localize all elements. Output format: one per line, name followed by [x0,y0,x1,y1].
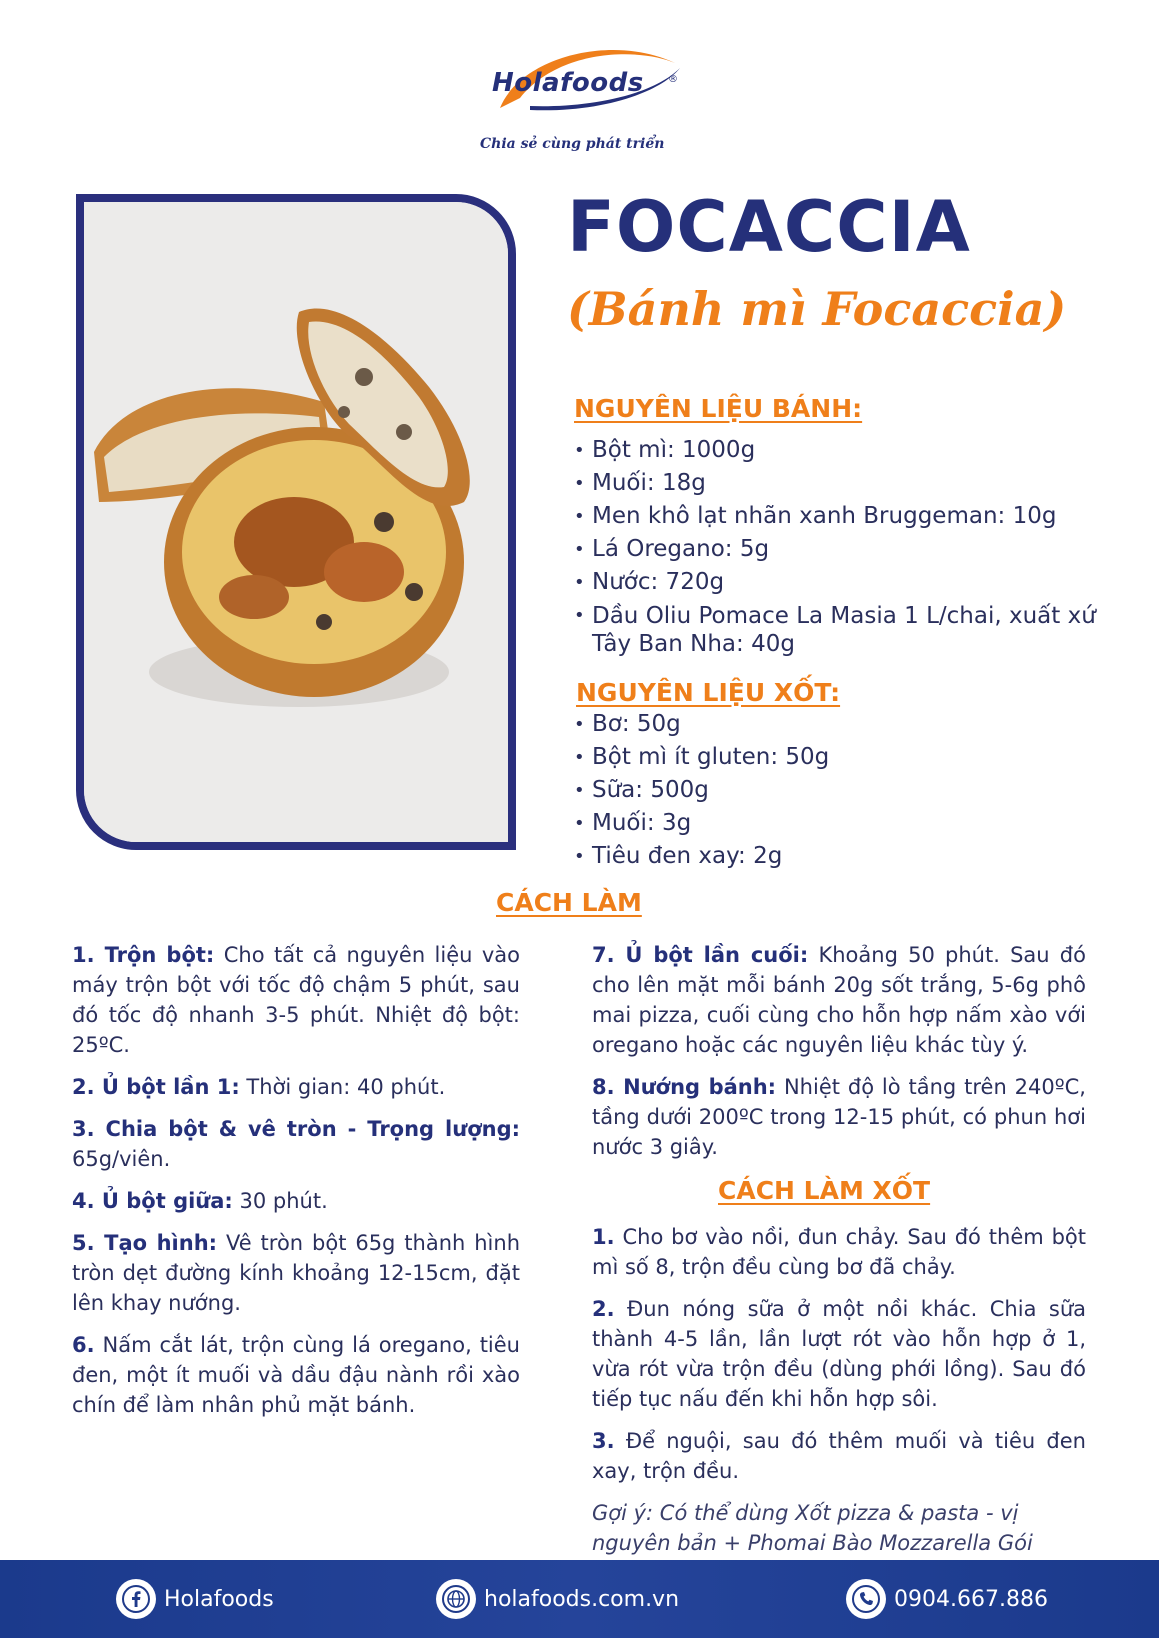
method-step: 5. Tạo hình: Vê tròn bột 65g thành hình tròn dẹt đường kính khoảng 12-15cm, đặt lên khay nướng. [72,1231,520,1315]
method-step: 4. Ủ bột giữa: 30 phút. [72,1189,328,1213]
sauce-step: 2. Đun nóng sữa ở một nồi khác. Chia sữa thành 4-5 lần, lần lượt rót vào hỗn hợp ở 1, vừa rót vừa trộn đều (dùng phới lồng). Sau đó tiếp tục nấu đến khi hỗn hợp sôi. [592,1297,1086,1411]
globe-icon [436,1579,476,1619]
list-item: • Muối: 3g [574,807,1074,840]
method-step: 2. Ủ bột lần 1: Thời gian: 40 phút. [72,1075,446,1099]
page-title: FOCACCIA [567,186,971,268]
brand-tagline: Chia sẻ cùng phát triển [480,136,665,152]
footer-bar [0,1560,1159,1638]
sauce-method-column [592,1222,1086,1600]
method-step: 7. Ủ bột lần cuối: Khoảng 50 phút. Sau đó cho lên mặt mỗi bánh 20g sốt trắng, 5-6g phô mai pizza, cuối cùng cho hỗn hợp nấm xào với oregano hoặc các nguyên liệu khác tùy ý. [592,943,1086,1057]
facebook-label: Holafoods [164,1586,274,1612]
footer-website[interactable] [436,1578,679,1620]
method-step: 3. Chia bột & vê tròn - Trọng lượng: 65g/viên. [72,1117,520,1171]
dough-heading: NGUYÊN LIỆU BÁNH: [574,394,863,423]
registered-mark: ® [668,74,678,85]
list-item: • Dầu Oliu Pomace La Masia 1 L/chai, xuất xứ Tây Ban Nha: 40g [574,602,1114,658]
list-item: • Bơ: 50g [574,708,1074,741]
sauce-heading: NGUYÊN LIỆU XỐT: [576,678,841,707]
list-item: • Men khô lạt nhãn xanh Bruggeman: 10g [574,500,1114,533]
footer-facebook[interactable] [116,1578,274,1620]
list-item: • Lá Oregano: 5g [574,533,1114,566]
serving-hint: Gợi ý: Có thể dùng Xốt pizza & pasta - vị nguyên bản + Phomai Bào Mozzarella Gói [592,1501,1033,1555]
method-step: 8. Nướng bánh: Nhiệt độ lò tầng trên 240ºC, tầng dưới 200ºC trong 12-15 phút, có phun hơi nước 3 giây. [592,1075,1086,1159]
list-item: • Bột mì: 1000g [574,434,1114,467]
dough-ingredient-list [574,434,1114,658]
method-left-column [72,940,520,1432]
method-heading: CÁCH LÀM [496,888,642,917]
brand-name: Holafoods [492,68,644,98]
list-item: • Tiêu đen xay: 2g [574,840,1074,873]
focaccia-photo [76,194,516,850]
list-item: • Sữa: 500g [574,774,1074,807]
website-label: holafoods.com.vn [484,1586,680,1612]
page-subtitle: (Bánh mì Focaccia) [567,282,1067,336]
sauce-step: 1. Cho bơ vào nồi, đun chảy. Sau đó thêm bột mì số 8, trộn đều cùng bơ đã chảy. [592,1225,1086,1279]
phone-icon [846,1579,886,1619]
sauce-ingredient-list [574,708,1074,873]
footer-phone[interactable] [846,1578,1048,1620]
facebook-icon [116,1579,156,1619]
method-step: 1. Trộn bột: Cho tất cả nguyên liệu vào máy trộn bột với tốc độ chậm 5 phút, sau đó tốc độ nhanh 3-5 phút. Nhiệt độ bột: 25ºC. [72,943,520,1057]
list-item: • Bột mì ít gluten: 50g [574,741,1074,774]
method-right-column [592,940,1086,1174]
sauce-step: 3. Để nguội, sau đó thêm muối và tiêu đen xay, trộn đều. [592,1429,1086,1483]
list-item: • Muối: 18g [574,467,1114,500]
sauce-method-heading: CÁCH LÀM XỐT [718,1176,931,1205]
bread-image [84,202,508,842]
list-item: • Nước: 720g [574,566,1114,599]
method-step: 6. Nấm cắt lát, trộn cùng lá oregano, tiêu đen, một ít muối và dầu đậu nành rồi xào chín để làm nhân phủ mặt bánh. [72,1333,520,1417]
phone-label: 0904.667.886 [894,1586,1048,1612]
brand-logo [470,38,700,158]
